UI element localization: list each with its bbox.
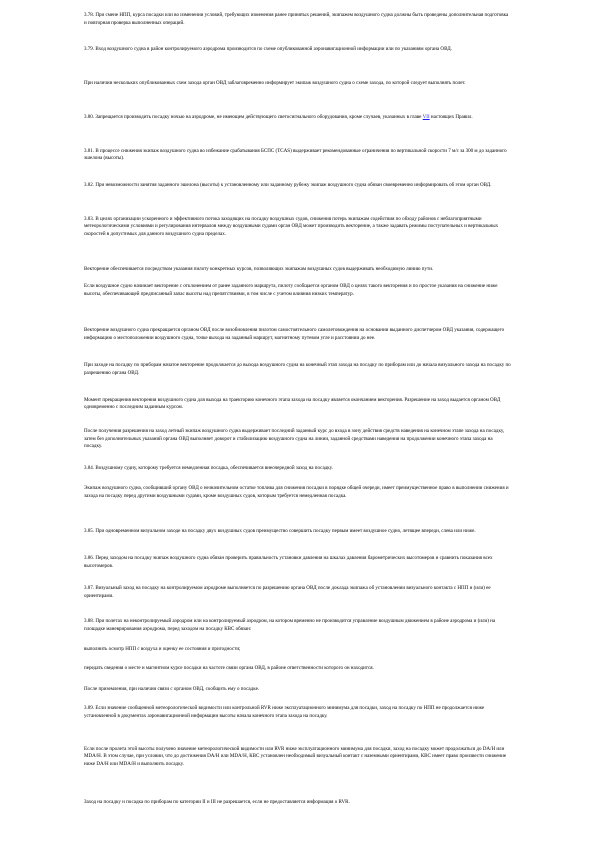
paragraph-3-82: 3.82. При невозможности занятия заданного эшелона (высоты) к установленному или заданному рубежу экипаж воздушного судна обязан своевременно информировать об этом орган ОВД. — [84, 181, 492, 188]
paragraph-3-80-text-after: настоящих Правил. — [429, 113, 473, 120]
paragraph-report-landing: После приземления, при наличии связи с органом ОВД, сообщить ему о посадке. — [84, 685, 260, 692]
paragraph-3-80 — [84, 114, 511, 122]
paragraph-below-minimum: Если после пролета этой высоты получено значение метеорологической видимости или RVR ниже эксплуатационного минимума для посадки, заход на посадку может продолжаться до DA/H или MDA/H. В этом случае, при условии, что до достижения DA/H или MDA/H, КВС установлен необходимый визуальный контакт с наземными ориентирами, КВС имеет право произвести снижение ниже DA/H или MDA/H и выполнить посадку. — [84, 745, 507, 768]
paragraph-vectoring-termination: Векторение воздушного судна прекращается органом ОВД после возобновления пилотом самостоятельного самолетовождения на основании выданного диспетчером ОВД указания, содержащего информацию о местоположении воздушного судна, точке выхода на заданный маршрут, магнитному путевом угле и расстоянии до нее. — [84, 326, 505, 341]
paragraph-3-87: 3.87. Визуальный заход на посадку на контролируемом аэродроме выполняется по разрешению органа ОВД после доклада экипажа об установлении визуального контакта с НПП и (или) ее ориентирами. — [84, 585, 491, 600]
paragraph-3-86: 3.86. Перед заходом на посадку экипаж воздушного судна обязан проверить правильность установки давления на шкалах давления барометрических высотомеров и сравнить показания всех высотомеров. — [84, 554, 493, 569]
paragraph-3-89: 3.89. Если значение сообщенной метеорологической видимости или контрольной RVR ниже эксплуатационного минимума для посадки, заход на посадку по НПП не продолжается ниже установленной в документах аэронавигационной информации высоты начала конечного этапа захода на посадку. — [84, 705, 485, 720]
paragraph-vectoring-end: Момент прекращения векторения воздушного судна для выхода на траекторию конечного этапа захода на посадку является окончанием векторения. Разрешение на заход выдается органом ОВД одновременно с последним заданным курсом. — [84, 396, 501, 411]
paragraph-3-83: 3.83. В целях организации ускоренного и эффективного потока заходящих на посадку воздушных судов, снижения потерь экипажам содействия по обходу районов с неблагоприятными метеорологическими условиями и регулирования интервалов между воздушными судами орган ОВД может производить векторение, а также задавать режимы поступательных и вертикальных скоростей в допустимых для данного воздушного судна пределах. — [84, 215, 499, 238]
paragraph-inspect-runway: выполнить осмотр НПП с воздуха и оценку ее состояния и пригодности; — [84, 646, 241, 653]
paragraph-3-85: 3.85. При одновременном визуальном заходе на посадку двух воздушных судов преимущество совершить посадку первым имеет воздушное судно, летящее впереди, слева или ниже. — [84, 528, 476, 535]
paragraph-3-78: 3.78. При смене НПП, курса посадки или во изменении условий, требующих изменения ранее принятых решений, экипажем воздушного судна должны быть проведены дополнительная подготовка и повторная проверка выполненных операций. — [84, 12, 509, 26]
chapter-vii-link[interactable]: VII — [422, 113, 430, 120]
paragraph-report-landing-course: передать сведения о месте и магнитном курсе посадки на частоте связи органа ОВД, в районе ответственности которого он находится. — [84, 664, 374, 671]
paragraph-cat-ii-iii: Заход на посадку и посадка по приборам по категории II и III не разрешается, если не предоставляется информация о RVR. — [84, 798, 350, 805]
paragraph-approach-schemes: При наличии нескольких опубликованных схем захода орган ОВД заблаговременно информирует экипаж воздушного судна о схеме захода, по которой следует выполнять полет. — [84, 80, 466, 87]
paragraph-instrument-approach: При заходе на посадку по приборам начатое векторение продолжается до выхода воздушного судна на конечный этап захода на посадку по приборам или до начала визуального захода на посадку по разрешению органа ОВД. — [84, 362, 511, 376]
paragraph-vectoring-deviation: Если воздушное судно начинает векторение с отклонением от ранее заданного маршрута, пилоту сообщается органом ОВД о целях такого векторения и по простое указания на снижение ниже высоты, обеспечивающей предписанный запас высоты над препятствиями, в том числе с учетом влияния низких температур. — [84, 283, 498, 298]
paragraph-3-79: 3.79. Вход воздушного судна в район контролируемого аэродрома производится по схеме опубликованной аэронавигационной информации или по указаниям органа ОВД. — [84, 46, 452, 53]
paragraph-3-88: 3.88. При полетах на неконтролируемый аэродром или на контролируемый аэродром, на котором временно не производится управление воздушным движением в районе аэродрома и (или) на площадке маневрирования аэродрома, перед заходом на посадку КВС обязан: — [84, 617, 496, 632]
paragraph-approach-clearance: После получения разрешения на заход летный экипаж воздушного судна выдерживает последний заданный курс до входа в зону действия средств наведения на конечном этапе захода на посадку, затем без дополнительных указаний органа ОВД выполняет доворот и стабилизацию воздушного судна на линии, заданной средствами наведения на продолжении конечного этапа захода на посадку. — [84, 428, 505, 450]
paragraph-low-fuel: Экипаж воздушного судна, сообщивший органу ОВД о незначительном остатке топлива для снижения посадки в порядке общей очереди, имеет преимущественное право в выполнении снижения и захода на посадку перед другими воздушными судами, кроме воздушных судов, которым требуется немедленная посадка. — [84, 484, 509, 499]
paragraph-3-80-text-before: 3.80. Запрещается производить посадку ночью на аэродроме, не имеющем действующего светосигнального оборудования, кроме случаев, указанных в главе — [84, 113, 423, 120]
paragraph-vectoring: Векторение обеспечивается посредством указания пилоту конкретных курсов, позволяющих экипажам воздушных судов выдерживать необходимую линию пути. — [84, 265, 434, 272]
paragraph-3-81: 3.81. В процессе снижения экипаж воздушного судна во избежание срабатывания БСПС (TCAS) выдерживает рекомендованные ограничения по вертикальной скорости 7 м/с за 300 м до заданного эшелона (высоты). — [84, 147, 507, 162]
paragraph-3-84: 3.84. Воздушному судну, которому требуется немедленная посадка, обеспечивается внеочередной заход на посадку. — [84, 465, 333, 472]
